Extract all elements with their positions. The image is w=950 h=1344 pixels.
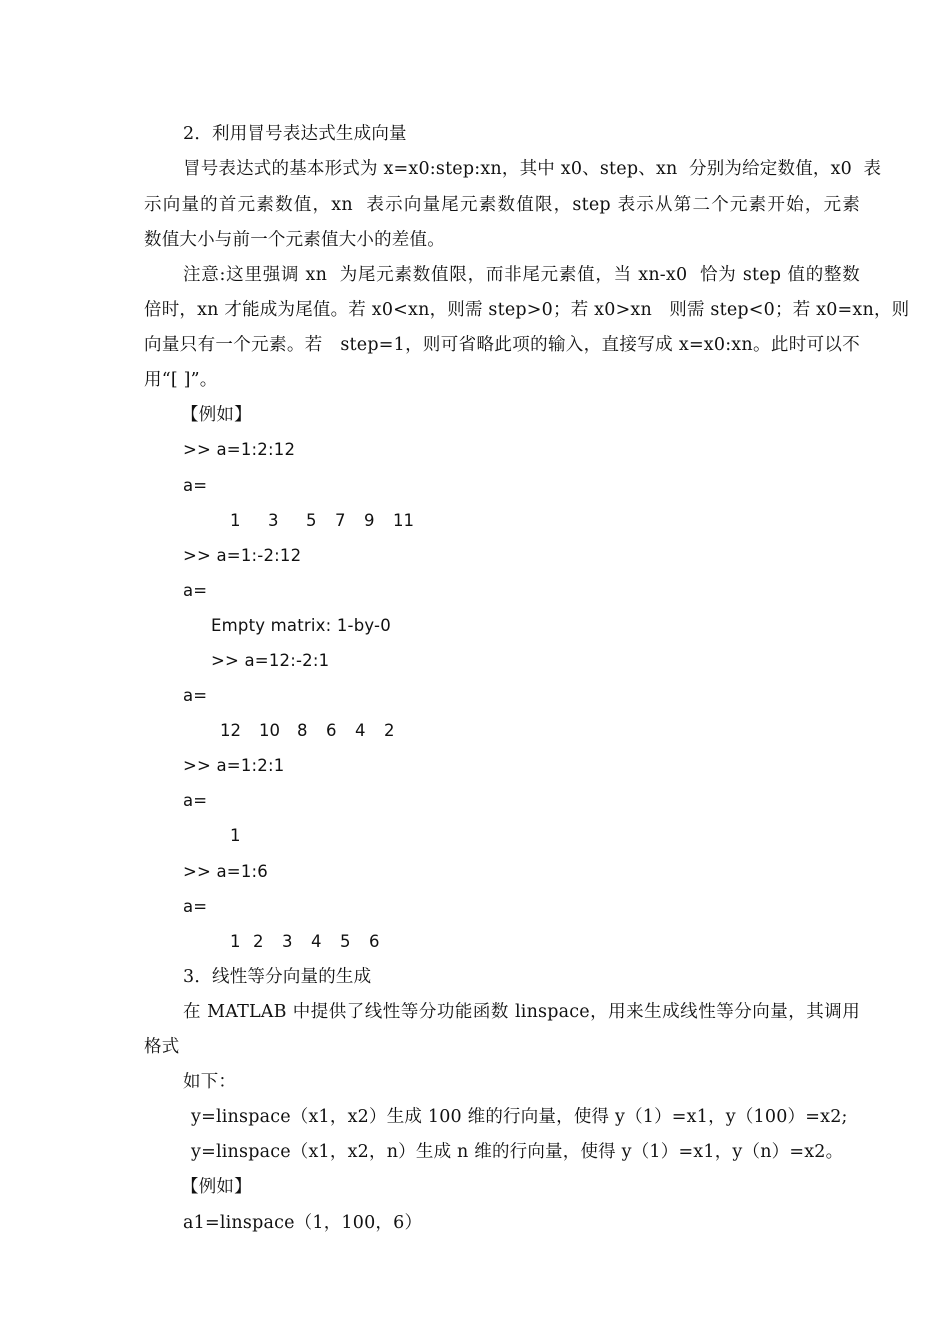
- paragraph-1-line-2: 示向量的首元素数值，xn 表示向量尾元素数值限，step 表示从第二个元素开始，元素: [144, 195, 860, 215]
- result-value: 9: [364, 511, 375, 530]
- example-label-1: 【例如】: [181, 405, 252, 425]
- result-value: 3: [268, 511, 279, 530]
- section-3-title: 3．线性等分向量的生成: [183, 967, 372, 987]
- result-value: 7: [335, 511, 346, 530]
- result-value: 4: [355, 721, 366, 740]
- code-command-1: >> a=1:2:12: [183, 440, 296, 459]
- paragraph-2-line-2: 倍时，xn 才能成为尾值。若 x0<xn，则需 step>0；若 x0>xn 则需 step<0；若 x0=xn，则: [144, 300, 910, 320]
- linspace-usage-1: y=linspace（x1，x2）生成 100 维的行向量，使得 y（1）=x1，y（100）=x2;: [191, 1107, 848, 1127]
- result-value: 12: [220, 721, 241, 740]
- result-value: 10: [259, 721, 280, 740]
- code-result-values-5: [0, 930, 950, 954]
- code-result-label-4: a=: [183, 791, 208, 810]
- result-value: 11: [393, 511, 414, 530]
- example-code-linspace: a1=linspace（1，100，6）: [183, 1213, 423, 1233]
- result-value: 1: [230, 932, 241, 951]
- result-value: 5: [340, 932, 351, 951]
- result-value: 1: [230, 511, 241, 530]
- paragraph-3-line-2: 格式: [144, 1037, 180, 1057]
- result-value: 1: [230, 826, 241, 845]
- code-command-2: >> a=1:-2:12: [183, 546, 302, 565]
- result-value: 6: [326, 721, 337, 740]
- result-value: 3: [282, 932, 293, 951]
- paragraph-2-line-4: 用“[ ]”。: [144, 370, 218, 390]
- code-result-values-4: [0, 824, 950, 848]
- code-result-label-5: a=: [183, 897, 208, 916]
- result-value: 4: [311, 932, 322, 951]
- code-result-values-3: [0, 719, 950, 743]
- result-value: 2: [253, 932, 264, 951]
- paragraph-3-continuation: 如下：: [183, 1072, 237, 1092]
- paragraph-2-line-3: 向量只有一个元素。若 step=1，则可省略此项的输入，直接写成 x=x0:xn。此时可以不: [144, 335, 860, 355]
- code-result-values-1: [0, 509, 950, 533]
- result-value: 5: [306, 511, 317, 530]
- section-2-title: 2．利用冒号表达式生成向量: [183, 124, 407, 144]
- code-command-4: >> a=1:2:1: [183, 756, 285, 775]
- linspace-usage-2: y=linspace（x1，x2，n）生成 n 维的行向量，使得 y（1）=x1，y（n）=x2。: [191, 1142, 844, 1162]
- result-value: 2: [384, 721, 395, 740]
- code-empty-matrix: Empty matrix: 1-by-0: [211, 616, 391, 635]
- paragraph-3-line-1: 在 MATLAB 中提供了线性等分功能函数 linspace，用来生成线性等分向量，其调用: [183, 1002, 860, 1022]
- example-label-2: 【例如】: [181, 1177, 252, 1197]
- code-command-3: >> a=12:-2:1: [211, 651, 330, 670]
- code-result-label-3: a=: [183, 686, 208, 705]
- code-result-label-1: a=: [183, 476, 208, 495]
- code-command-5: >> a=1:6: [183, 862, 268, 881]
- code-result-label-2: a=: [183, 581, 208, 600]
- result-value: 6: [369, 932, 380, 951]
- paragraph-1-line-3: 数值大小与前一个元素值大小的差值。: [144, 230, 445, 250]
- paragraph-1-line-1: 冒号表达式的基本形式为 x=x0:step:xn，其中 x0、step、xn 分别为给定数值，x0 表: [183, 159, 882, 179]
- paragraph-2-line-1: 注意:这里强调 xn 为尾元素数值限，而非尾元素值，当 xn-x0 恰为 step 值的整数: [183, 265, 860, 285]
- result-value: 8: [297, 721, 308, 740]
